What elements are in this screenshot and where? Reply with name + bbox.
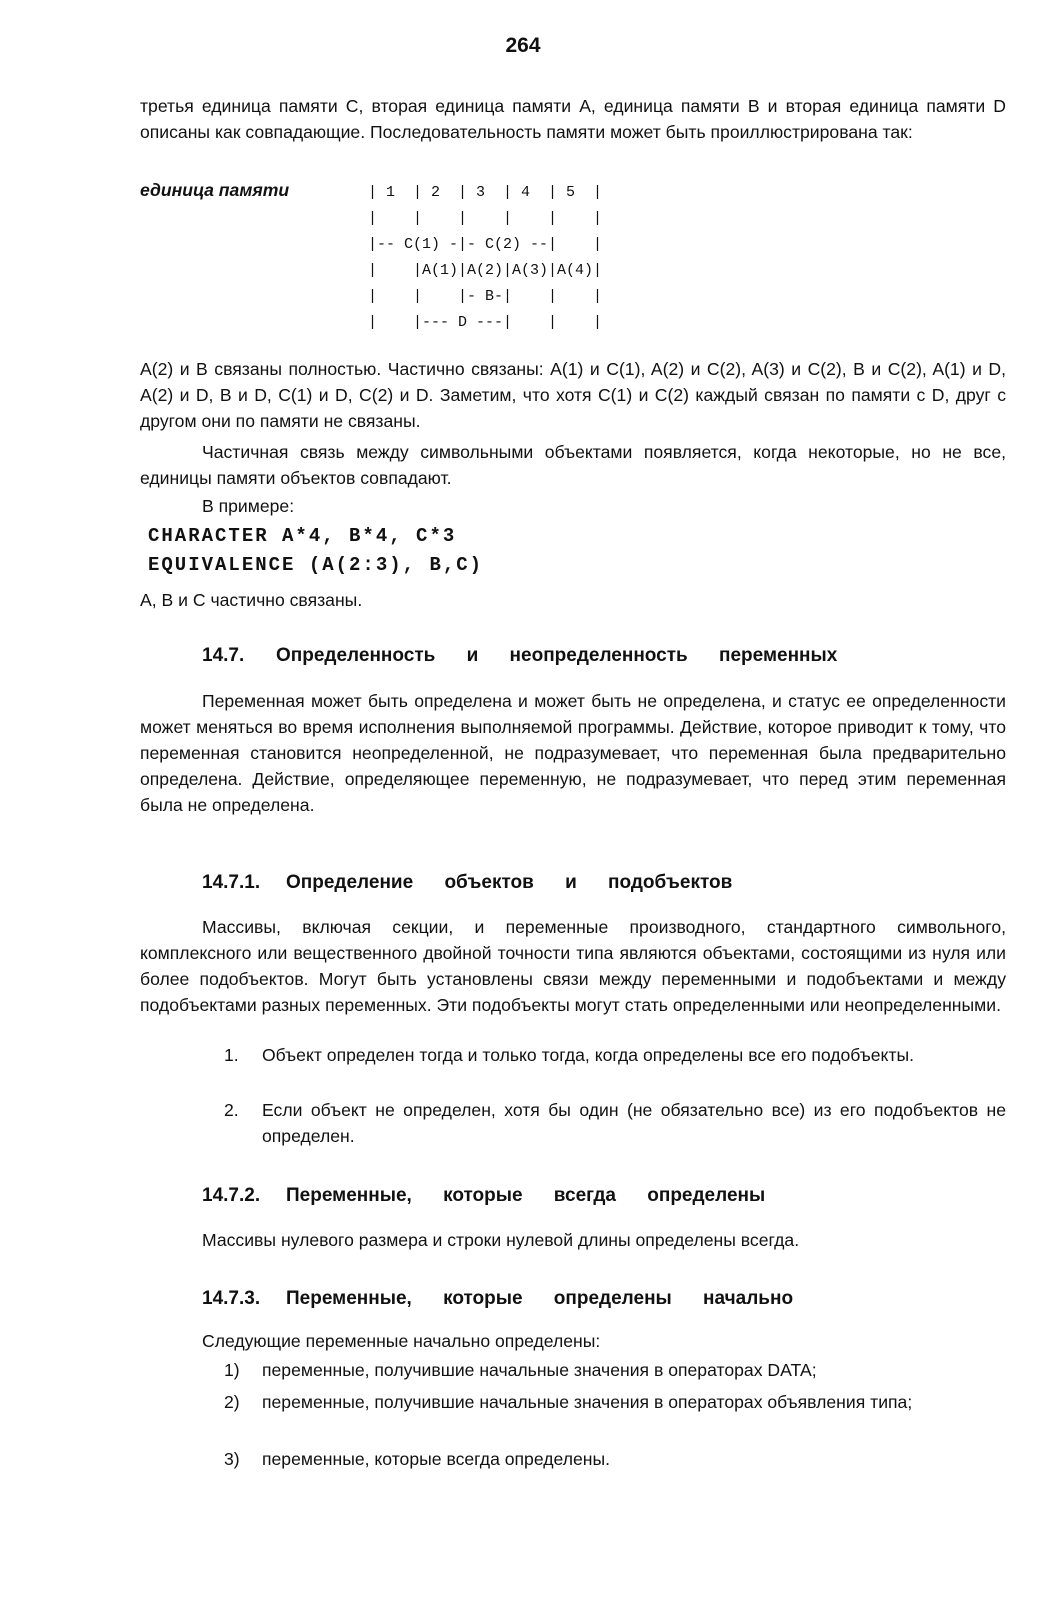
section-number: 14.7.1. — [202, 872, 261, 893]
section-number: 14.7.2. — [202, 1185, 261, 1206]
list-marker: 3) — [224, 1449, 240, 1469]
intro-paragraph: третья единица памяти C, вторая единица памяти A, единица памяти B и вторая единица памяти D описаны как совпадающие. Последовательность памяти может быть проиллюстрирована так: — [140, 96, 1006, 142]
section-number: 14.7.3. — [202, 1288, 261, 1309]
list-item-text: Объект определен тогда и только тогда, когда определены все его подобъекты. — [262, 1045, 915, 1065]
diagram-row: | | |- B-| | | — [368, 288, 603, 305]
diagram-row: | |A(1)|A(2)|A(3)|A(4)| — [368, 262, 603, 279]
code-line: CHARACTER A*4, B*4, C*3 — [148, 525, 457, 547]
list-item-text: переменные, которые всегда определены. — [262, 1449, 610, 1469]
memory-diagram — [368, 180, 602, 336]
list-item-text: Если объект не определен, хотя бы один (не обязательно все) из его подобъектов не определен. — [262, 1100, 1006, 1146]
memory-diagram-label: единица памяти — [140, 180, 290, 200]
section-title: Переменные, которые определены начально — [286, 1288, 794, 1309]
code-line: EQUIVALENCE (A(2:3), B,C) — [148, 554, 484, 576]
example-conclusion: A, B и C частично связаны. — [140, 590, 363, 610]
example-label: В примере: — [202, 496, 295, 516]
section-14-7-2-paragraph: Массивы нулевого размера и строки нулевой длины определены всегда. — [202, 1230, 800, 1250]
section-14-7-paragraph: Переменная может быть определена и может быть не определена, и статус ее определенности может меняться во время исполнения выполняемой программы. Действие, которое приводит к тому, что переменная становится неопределенной, не подразумевает, что переменная была предварительно определена. Действие, определяющее переменную, не подразумевает, что перед этим переменная была не определена. — [140, 691, 1006, 815]
list-item — [224, 1357, 1006, 1383]
diagram-row: |-- C(1) -|- C(2) --| | — [368, 236, 603, 253]
section-14-7-3-paragraph: Следующие переменные начально определены: — [202, 1331, 601, 1351]
association-paragraph: A(2) и B связаны полностью. Частично связаны: A(1) и C(1), A(2) и C(2), A(3) и C(2), B и C(2), A(1) и D, A(2) и D, B и D, C(1) и D, C(2) и D. Заметим, что хотя C(1) и C(2) каждый связан по памяти с D, друг с другом они по памяти не связаны. — [140, 359, 1006, 431]
section-14-7-1-paragraph: Массивы, включая секции, и переменные производного, стандартного символьного, комплексного или вещественного двойной точности типа являются объектами, состоящими из нуля или более подобъектов. Могут быть установлены связи между переменными и подобъектами и между подобъектами разных переменных. Эти подобъекты могут стать определенными или неопределенными. — [140, 917, 1006, 1015]
section-heading-14-7 — [202, 645, 837, 667]
section-number: 14.7. — [202, 645, 245, 666]
list-marker: 1. — [224, 1045, 239, 1065]
list-marker: 2. — [224, 1100, 239, 1120]
section-title: Переменные, которые всегда определены — [286, 1185, 766, 1206]
partial-association-paragraph: Частичная связь между символьными объектами появляется, когда некоторые, но не все, единицы памяти объектов совпадают. — [140, 442, 1006, 488]
list-item-text: переменные, получившие начальные значения в операторах DATA; — [262, 1360, 817, 1380]
section-title: Определенность и неопределенность переменных — [276, 645, 838, 666]
diagram-row: | |--- D ---| | | — [368, 314, 603, 331]
code-block — [148, 522, 483, 580]
section-heading-14-7-2 — [202, 1185, 765, 1207]
list-marker: 2) — [224, 1392, 240, 1412]
list-item — [224, 1042, 1006, 1068]
diagram-row: | 1 | 2 | 3 | 4 | 5 | — [368, 184, 603, 201]
section-title: Определение объектов и подобъектов — [286, 872, 733, 893]
list-item — [224, 1446, 1006, 1472]
section-heading-14-7-1 — [202, 872, 732, 894]
list-item — [224, 1389, 1006, 1415]
section-heading-14-7-3 — [202, 1288, 793, 1310]
diagram-row: | | | | | | — [368, 210, 603, 227]
list-item — [224, 1097, 1006, 1149]
list-marker: 1) — [224, 1360, 240, 1380]
page-number: 264 — [505, 34, 541, 57]
list-item-text: переменные, получившие начальные значения в операторах объявления типа; — [262, 1392, 913, 1412]
